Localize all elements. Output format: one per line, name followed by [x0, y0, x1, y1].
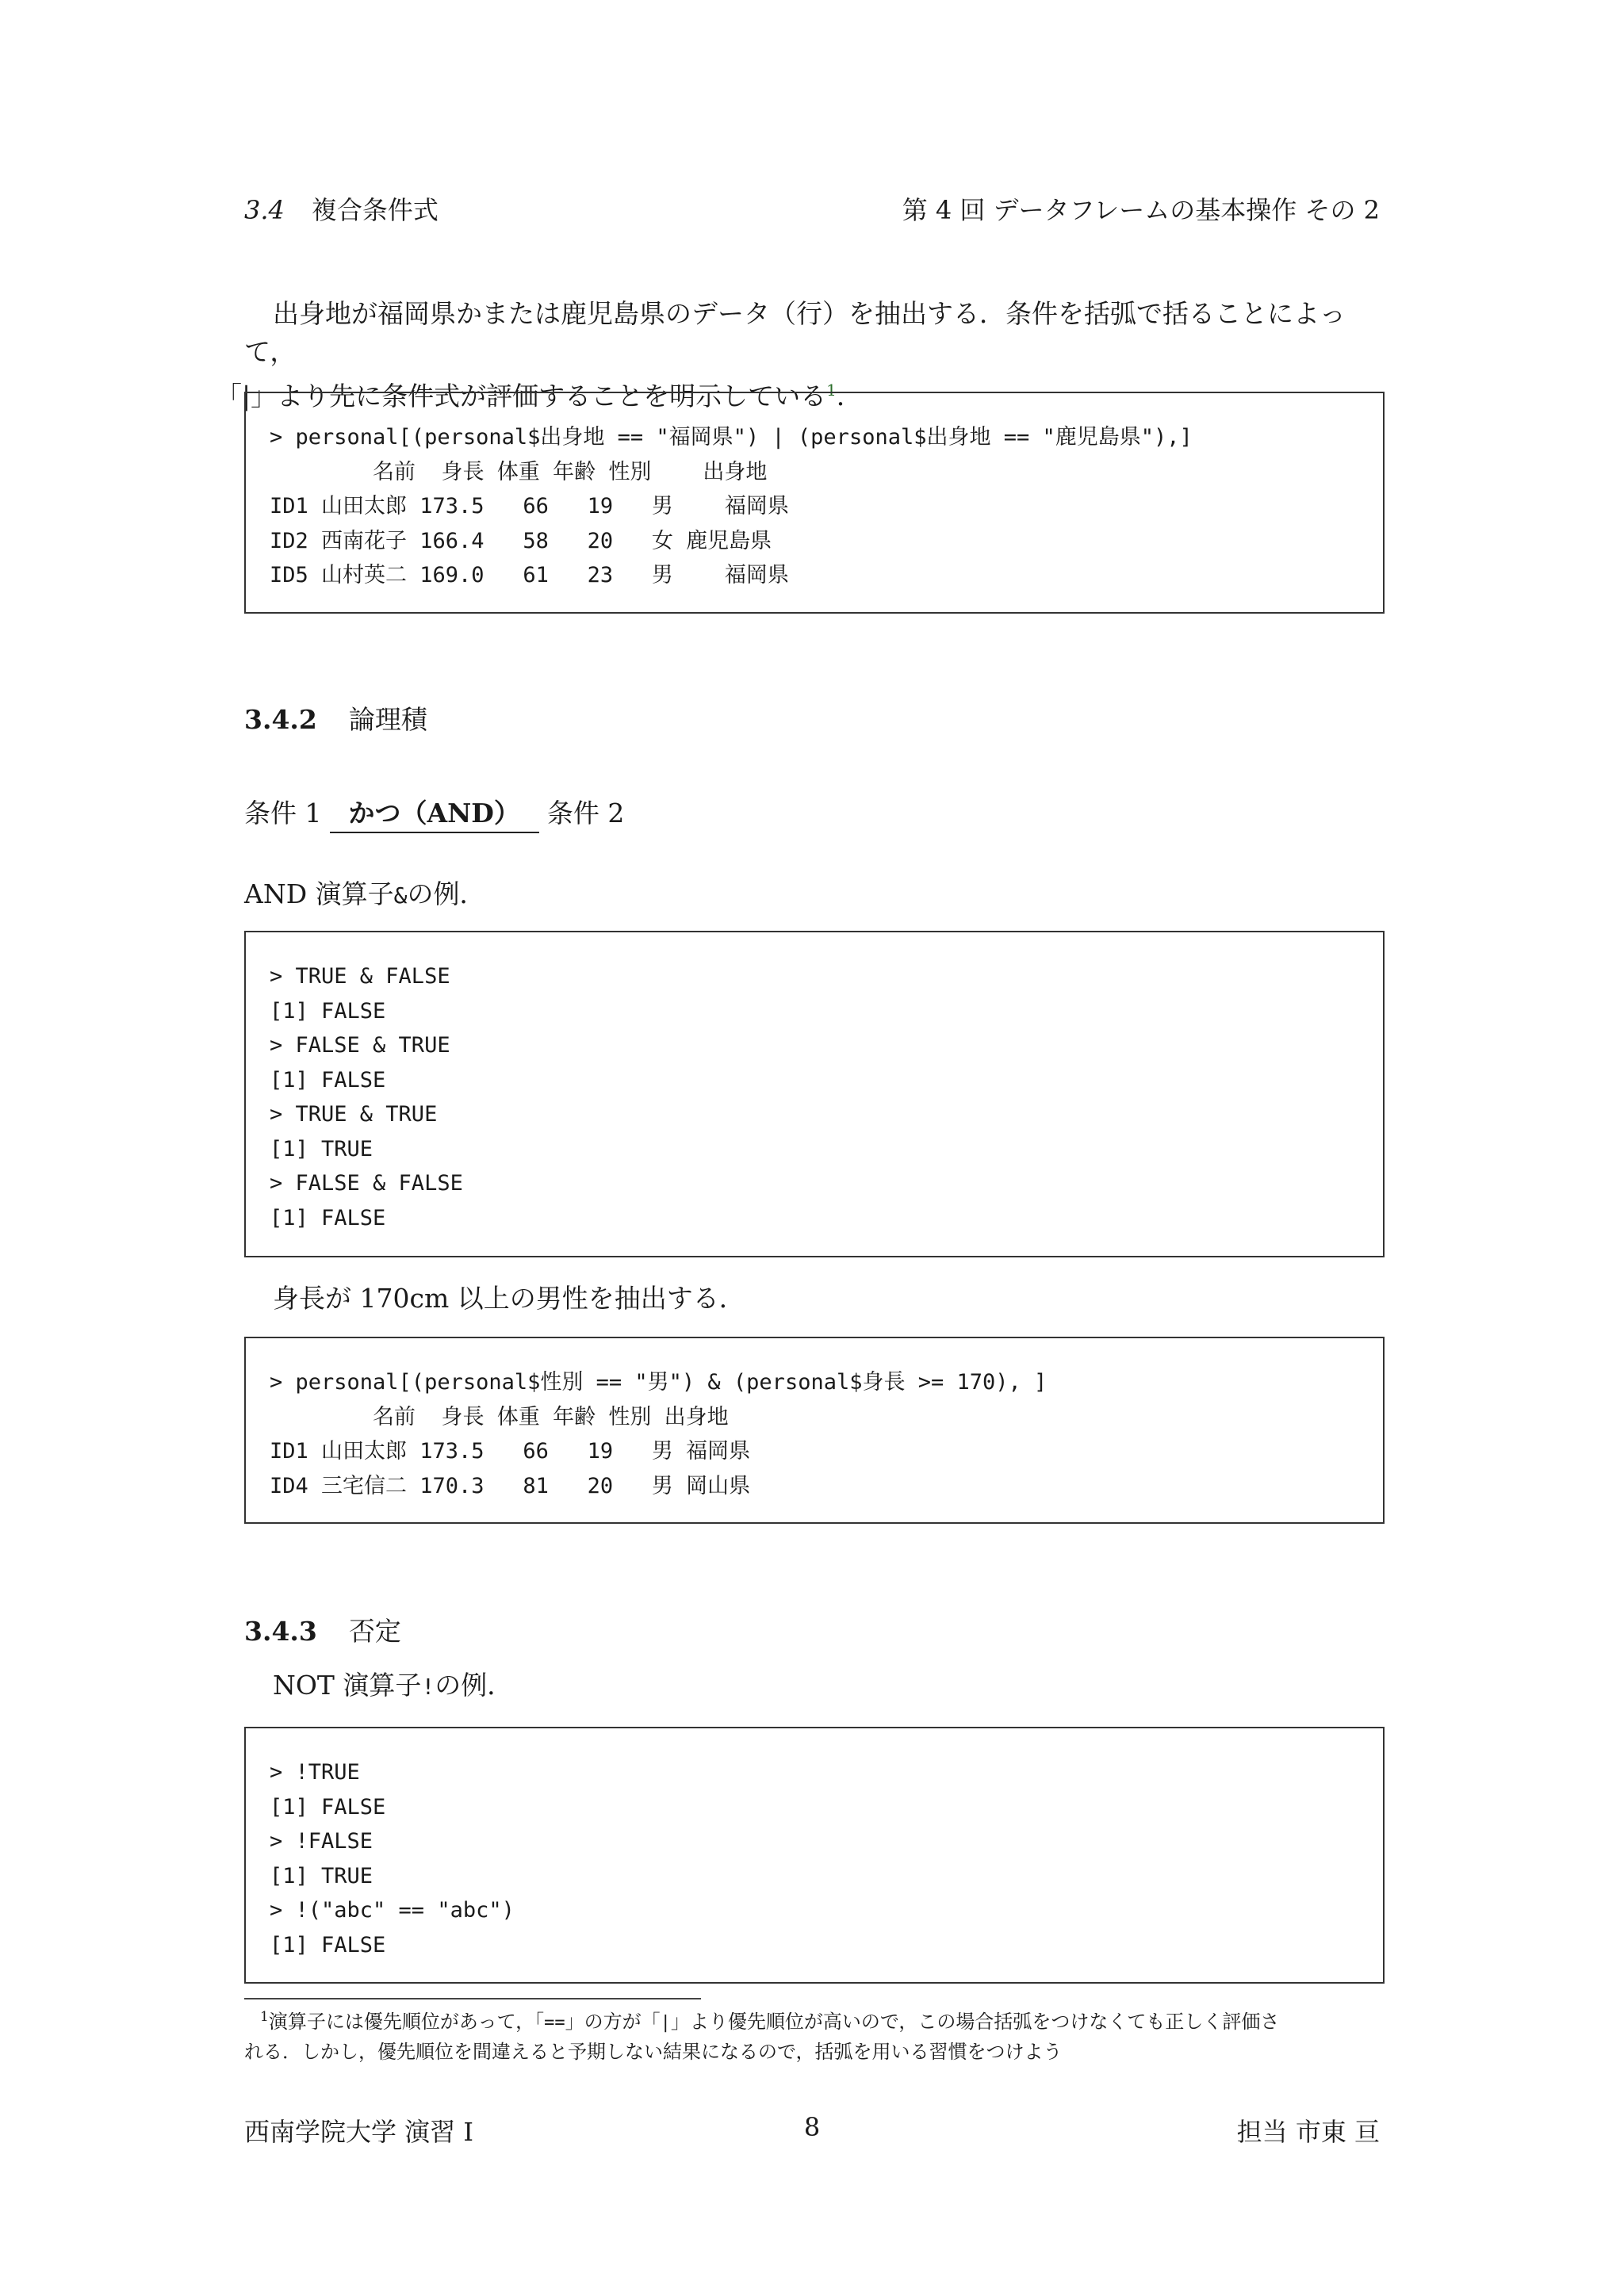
not-example-label [244, 1667, 1386, 1706]
subsection-title: 否定 [348, 1616, 401, 1647]
footer-university: 西南学院大学 演習 I [244, 2117, 473, 2147]
not-label-suffix: の例． [435, 1670, 514, 1701]
footnote-text-a: 演算子には優先順位があって，「 [268, 2011, 545, 2033]
footnote-op-eq: == [544, 2013, 565, 2033]
footnote [244, 2003, 1386, 2066]
and-example-label [244, 875, 1386, 915]
code-block-not-example [244, 1727, 1385, 1984]
intro-line-1: 出身地が福岡県かまたは鹿児島県のデータ（行）を抽出する．条件を括弧で括ることによって， [244, 298, 1346, 367]
subsection-number: 3.4.2 [244, 704, 317, 735]
footnote-line-2: れる．しかし，優先順位を間違えると予期しない結果になるので，括弧を用いる習慣をつけよう [244, 2041, 1063, 2063]
footnote-text-b: 」の方が「 [565, 2011, 661, 2033]
footnote-op-or: | [660, 2013, 671, 2033]
running-header-lecture: 第 4 回 データフレームの基本操作 その 2 [902, 195, 1380, 225]
header-section-number: 3.4 [244, 195, 285, 225]
condition-line [244, 793, 624, 833]
and-operator: & [393, 882, 408, 909]
footnote-text-c: 」より優先順位が高いので，この場合括弧をつけなくても正しく評価さ [670, 2011, 1280, 2033]
code-block-and-example [244, 931, 1385, 1257]
subsection-heading-not [244, 1611, 401, 1648]
intro-line-2-end: ． [836, 381, 863, 411]
condition-blank-and: かつ（AND） [330, 793, 539, 833]
footnote-reference-link[interactable]: 1 [826, 381, 837, 400]
subsection-number: 3.4.3 [244, 1616, 317, 1647]
code-height: > personal[(personal$性別 == "男") & (personal$身長 >= 170), ] 名前 身長 体重 年齢 性別 出身地 ID1 山田太郎 173.5 66 19 男 福岡県 ID4 三宅信二 170.3 81 20 男 岡山県 [270, 1370, 1048, 1498]
footnote-rule [244, 1998, 701, 1999]
condition-right: 条件 2 [546, 798, 625, 828]
condition-left: 条件 1 [244, 798, 322, 828]
header-section-title: 複合条件式 [311, 195, 439, 225]
code-and: > TRUE & FALSE [1] FALSE > FALSE & TRUE [1] FALSE > TRUE & TRUE [1] TRUE > FALSE & FALSE [1] FALSE [270, 964, 463, 1230]
code-not: > !TRUE [1] FALSE > !FALSE [1] TRUE > !("abc" == "abc") [1] FALSE [270, 1760, 515, 1957]
code-block-height-example [244, 1337, 1385, 1524]
subsection-heading-and [244, 699, 427, 737]
intro-line-2: 「|」より先に条件式が評価することを明示している [216, 381, 827, 411]
not-operator: ! [421, 1674, 435, 1700]
footer-instructor: 担当 市東 亘 [1236, 2117, 1380, 2147]
footnote-mark: 1 [260, 2009, 269, 2025]
code-block-or-example [244, 392, 1385, 614]
code-or: > personal[(personal$出身地 == "福岡県") | (personal$出身地 == "鹿児島県"),] 名前 身長 体重 年齢 性別 出身地 ID1 山田太郎 173.5 66 19 男 福岡県 ID2 西南花子 166.4 58 20 女 鹿児島県 ID5 山村英二 169.0 61 23 男 福岡県 [270, 425, 1193, 587]
height-paragraph: 身長が 170cm 以上の男性を抽出する． [273, 1283, 745, 1314]
and-label-prefix: AND 演算子 [244, 878, 394, 909]
not-label-prefix: NOT 演算子 [273, 1670, 422, 1701]
subsection-title: 論理積 [348, 704, 427, 735]
running-header-section [244, 190, 439, 227]
footer-page-number: 8 [803, 2112, 821, 2142]
and-label-suffix: の例． [407, 878, 486, 909]
